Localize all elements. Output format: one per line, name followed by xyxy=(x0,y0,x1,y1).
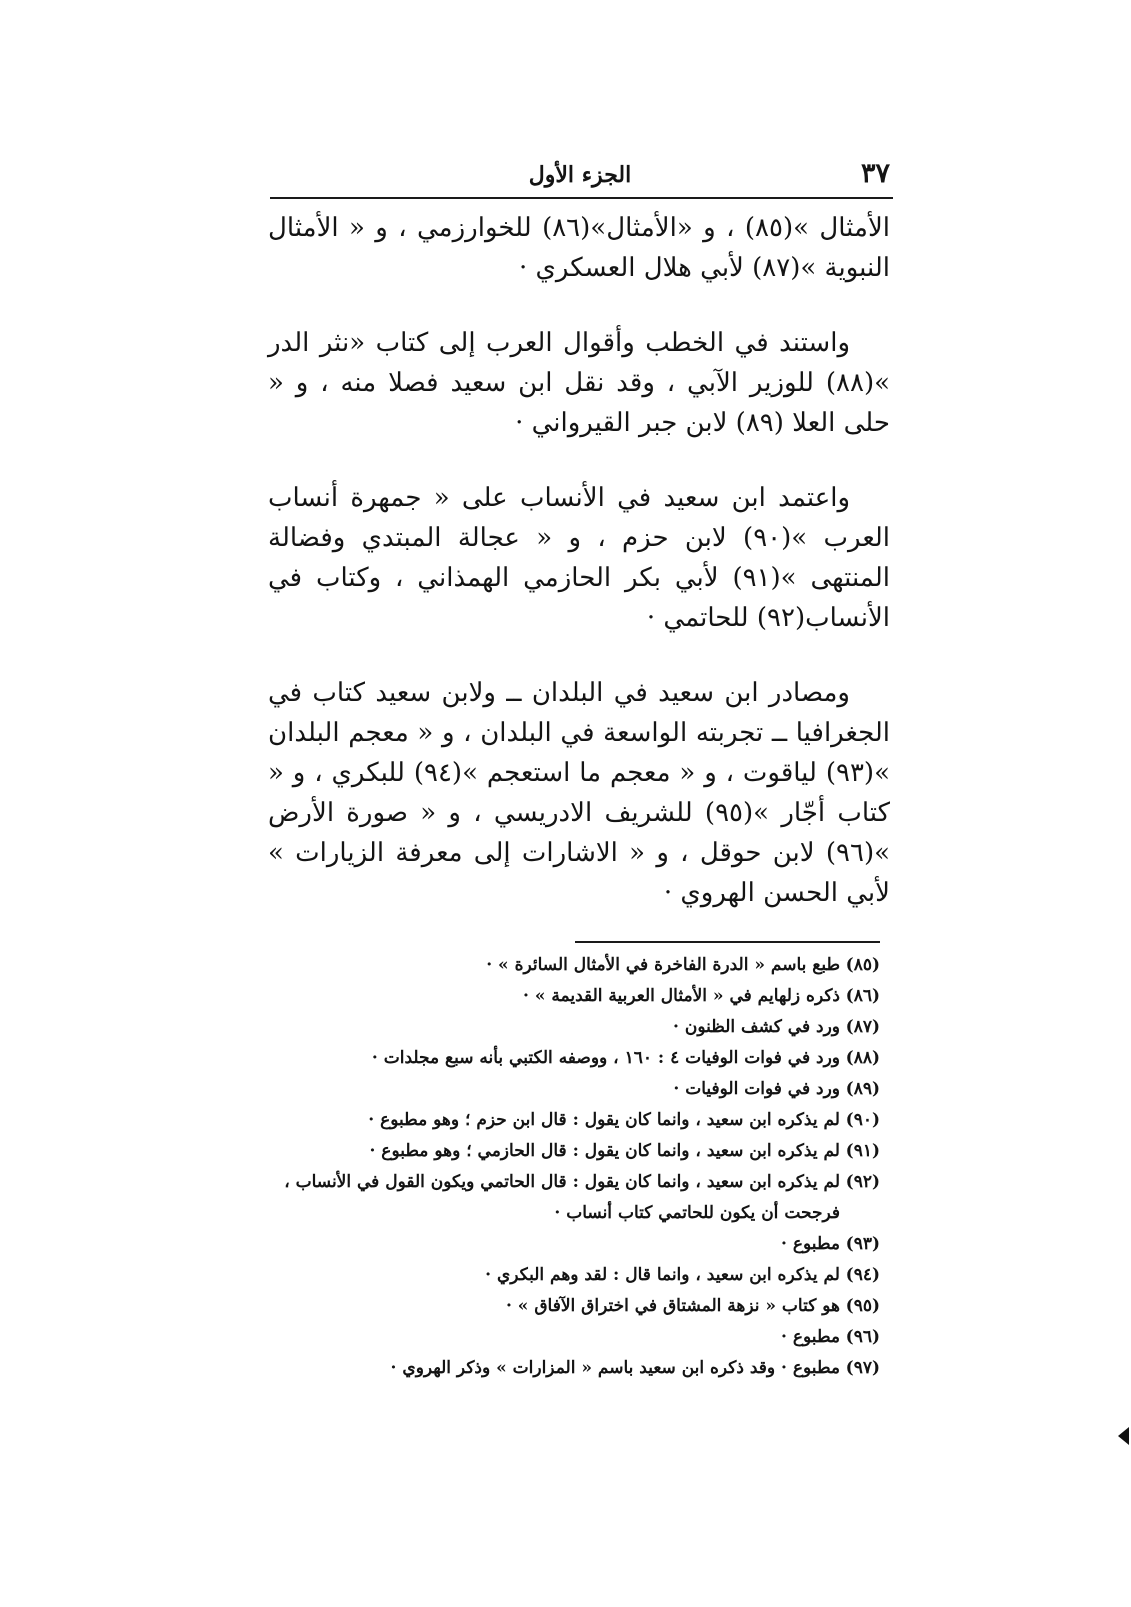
footnote-number: (٩٠) xyxy=(845,1110,880,1130)
main-text xyxy=(268,208,890,913)
footnote-number: (٩٢) xyxy=(845,1172,880,1192)
footnote-text: هو كتاب « نزهة المشتاق في اختراق الآفاق » · xyxy=(505,1296,840,1316)
footnote-87 xyxy=(240,1012,880,1043)
footnote-text: لم يذكره ابن سعيد ، وانما كان يقول : قال الحازمي ؛ وهو مطبوع · xyxy=(369,1141,840,1161)
footnote-number: (٨٥) xyxy=(845,955,880,975)
running-head xyxy=(270,158,890,198)
footnote-number: (٩٦) xyxy=(845,1327,880,1347)
footnote-85 xyxy=(240,950,880,981)
running-head-title: الجزء الأول xyxy=(528,162,632,188)
footnote-number: (٩٥) xyxy=(845,1296,880,1316)
footnote-number: (٨٩) xyxy=(845,1079,880,1099)
footnotes xyxy=(240,950,880,1384)
footnote-90 xyxy=(240,1105,880,1136)
footnote-number: (٨٨) xyxy=(845,1048,880,1068)
footnote-97 xyxy=(240,1353,880,1384)
footnote-number: (٨٧) xyxy=(845,1017,880,1037)
footnote-96 xyxy=(240,1322,880,1353)
footnote-text: ذكره زلهايم في « الأمثال العربية القديمة » · xyxy=(523,986,840,1006)
footnote-93 xyxy=(240,1229,880,1260)
footnote-92 xyxy=(240,1167,880,1229)
footnote-number: (٨٦) xyxy=(845,986,880,1006)
footnote-text: مطبوع · وقد ذكره ابن سعيد باسم « المزارات » وذكر الهروي · xyxy=(390,1358,840,1378)
footnote-text: مطبوع · xyxy=(781,1327,840,1347)
paragraph-2: واستند في الخطب وأقوال العرب إلى كتاب «نثر الدر »(٨٨) للوزير الآبي ، وقد نقل ابن سعيد فصلا منه ، و « حلى العلا (٨٩) لابن جبر القيرواني · xyxy=(268,328,890,438)
footnote-86 xyxy=(240,981,880,1012)
paragraph-4: ومصادر ابن سعيد في البلدان ــ ولابن سعيد كتاب في الجغرافيا ــ تجربته الواسعة في البلدان ، و « معجم البلدان »(٩٣) لياقوت ، و « معجم ما استعجم »(٩٤) للبكري ، و « كتاب أجّار »(٩٥) للشريف الادريسي ، و « صورة الأرض »(٩٦) لابن حوقل ، و « الاشارات إلى معرفة الزيارات » لأبي الحسن الهروي · xyxy=(268,678,890,908)
footnote-89 xyxy=(240,1074,880,1105)
paragraph-1: الأمثال »(٨٥) ، و «الأمثال»(٨٦) للخوارزمي ، و « الأمثال النبوية »(٨٧) لأبي هلال العسكري · xyxy=(268,213,891,283)
footnote-text: ورد في فوات الوفيات ٤ : ١٦٠ ، ووصفه الكتبي بأنه سبع مجلدات · xyxy=(371,1048,840,1068)
footnote-95 xyxy=(240,1291,880,1322)
footnote-number: (٩١) xyxy=(845,1141,880,1161)
footnote-number: (٩٧) xyxy=(845,1358,880,1378)
footnote-94 xyxy=(240,1260,880,1291)
footnote-text: ورد في كشف الظنون · xyxy=(673,1017,840,1037)
footnote-rule xyxy=(575,941,880,943)
header-rule xyxy=(270,197,893,199)
footnote-text: لم يذكره ابن سعيد ، وانما كان يقول : قال الحاتمي ويكون القول في الأنساب ، فرجحت أن يكون للحاتمي كتاب أنساب · xyxy=(284,1172,840,1223)
footnote-text: طبع باسم « الدرة الفاخرة في الأمثال السائرة » · xyxy=(486,955,840,975)
footnote-number: (٩٣) xyxy=(845,1234,880,1254)
page-number: ٣٧ xyxy=(860,158,890,189)
footnote-number: (٩٤) xyxy=(845,1265,880,1285)
footnote-text: ورد في فوات الوفيات · xyxy=(673,1079,840,1099)
margin-marker-icon xyxy=(1118,1427,1129,1445)
paragraph-3: واعتمد ابن سعيد في الأنساب على « جمهرة أنساب العرب »(٩٠) لابن حزم ، و « عجالة المبتدي وفضالة المنتهى »(٩١) لأبي بكر الحازمي الهمذاني ، وكتاب في الأنساب(٩٢) للحاتمي · xyxy=(268,483,891,633)
footnote-text: لم يذكره ابن سعيد ، وانما قال : لقد وهم البكري · xyxy=(485,1265,840,1285)
footnote-91 xyxy=(240,1136,880,1167)
footnote-text: مطبوع · xyxy=(781,1234,840,1254)
footnote-88 xyxy=(240,1043,880,1074)
footnote-text: لم يذكره ابن سعيد ، وانما كان يقول : قال ابن حزم ؛ وهو مطبوع · xyxy=(368,1110,840,1130)
